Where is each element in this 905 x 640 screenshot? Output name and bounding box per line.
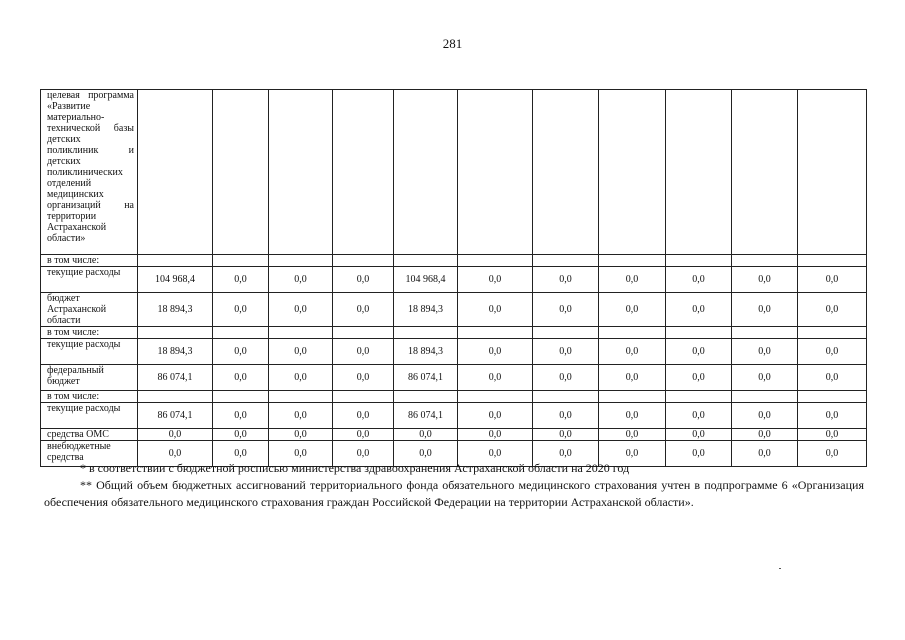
table-cell [458, 391, 533, 403]
table-cell: 0,0 [732, 339, 798, 365]
row-label: текущие расходы [41, 403, 138, 429]
table-cell: 0,0 [333, 365, 394, 391]
table-cell [138, 90, 213, 255]
table-cell [533, 327, 599, 339]
table-cell: 0,0 [458, 293, 533, 327]
table-cell [458, 327, 533, 339]
table-cell [269, 90, 333, 255]
table-row [41, 267, 867, 293]
table-cell [333, 255, 394, 267]
row-label: в том числе: [41, 255, 138, 267]
table-cell [666, 90, 732, 255]
table-row [41, 429, 867, 441]
table-cell: 0,0 [138, 429, 213, 441]
table-cell [138, 327, 213, 339]
table-cell [533, 391, 599, 403]
table-cell [533, 90, 599, 255]
table-cell: 0,0 [333, 441, 394, 467]
table-cell: 0,0 [533, 441, 599, 467]
table-cell: 0,0 [269, 365, 333, 391]
table-cell: 0,0 [599, 403, 666, 429]
table-cell: 0,0 [458, 429, 533, 441]
table-cell: 0,0 [798, 365, 867, 391]
table-cell: 0,0 [732, 267, 798, 293]
table-cell: 0,0 [666, 365, 732, 391]
table-cell: 0,0 [666, 293, 732, 327]
table-cell [213, 391, 269, 403]
table-row [41, 339, 867, 365]
footnotes [44, 460, 864, 511]
table-cell [798, 255, 867, 267]
table-cell [533, 255, 599, 267]
table-cell [599, 327, 666, 339]
table-cell [798, 391, 867, 403]
table-row [41, 255, 867, 267]
row-label: бюджет Астраханской области [41, 293, 138, 327]
table-cell: 86 074,1 [138, 403, 213, 429]
table-cell: 0,0 [732, 429, 798, 441]
table-cell [213, 327, 269, 339]
table-row [41, 327, 867, 339]
table-cell: 0,0 [798, 403, 867, 429]
table-cell: 0,0 [533, 365, 599, 391]
table-cell: 0,0 [666, 429, 732, 441]
table-cell: 18 894,3 [394, 293, 458, 327]
row-label: текущие расходы [41, 267, 138, 293]
footnote-1: * в соответствии с бюджетной росписью министерства здравоохранения Астраханской области на 2020 год [80, 461, 630, 475]
table-row [41, 90, 867, 255]
budget-table [40, 89, 867, 467]
table-cell [732, 327, 798, 339]
table-cell: 0,0 [213, 365, 269, 391]
table-cell [732, 255, 798, 267]
table-cell: 18 894,3 [394, 339, 458, 365]
table-cell: 0,0 [333, 267, 394, 293]
table-cell: 0,0 [458, 403, 533, 429]
table-row [41, 403, 867, 429]
row-label: федеральный бюджет [41, 365, 138, 391]
table-cell: 0,0 [732, 403, 798, 429]
table-cell: 0,0 [213, 403, 269, 429]
table-cell: 0,0 [798, 293, 867, 327]
table-cell: 0,0 [533, 339, 599, 365]
table-cell [458, 90, 533, 255]
table-cell: 0,0 [213, 441, 269, 467]
row-label: целевая программа «Развитие материально-технической базы детских поликлиник и детских поликлинических отделений медицинских организаций на территории Астраханской области» [41, 90, 138, 255]
table-cell: 86 074,1 [394, 403, 458, 429]
table-cell: 18 894,3 [138, 339, 213, 365]
row-label: в том числе: [41, 327, 138, 339]
table-cell: 0,0 [458, 339, 533, 365]
table-cell: 0,0 [666, 441, 732, 467]
table-cell: 0,0 [138, 441, 213, 467]
table-cell [798, 90, 867, 255]
table-cell: 0,0 [599, 365, 666, 391]
table-cell: 0,0 [333, 429, 394, 441]
table-cell [798, 327, 867, 339]
table-cell: 0,0 [458, 267, 533, 293]
table-cell [394, 391, 458, 403]
table-cell: 0,0 [533, 267, 599, 293]
table-cell: 0,0 [213, 339, 269, 365]
table-cell [269, 391, 333, 403]
table-cell [138, 255, 213, 267]
table-cell [333, 90, 394, 255]
table-cell: 104 968,4 [138, 267, 213, 293]
table-cell: 0,0 [798, 441, 867, 467]
table-cell: 0,0 [269, 403, 333, 429]
table-body [41, 90, 867, 467]
table-cell [269, 327, 333, 339]
table-cell [732, 90, 798, 255]
table-cell [333, 327, 394, 339]
table-cell: 86 074,1 [138, 365, 213, 391]
table-cell: 0,0 [213, 429, 269, 441]
table-cell [213, 90, 269, 255]
table-cell [213, 255, 269, 267]
table-cell: 0,0 [798, 339, 867, 365]
table-cell: 0,0 [599, 441, 666, 467]
table-cell: 0,0 [666, 339, 732, 365]
table-cell: 86 074,1 [394, 365, 458, 391]
table-row [41, 365, 867, 391]
row-label: текущие расходы [41, 339, 138, 365]
table-cell: 0,0 [666, 403, 732, 429]
table-cell: 0,0 [599, 339, 666, 365]
table-row [41, 391, 867, 403]
table-cell: 0,0 [269, 339, 333, 365]
table-cell: 104 968,4 [394, 267, 458, 293]
table-cell [599, 255, 666, 267]
table-cell: 0,0 [599, 293, 666, 327]
page-number: 281 [442, 36, 463, 51]
table-cell: 0,0 [333, 403, 394, 429]
table-cell [269, 255, 333, 267]
table-cell: 0,0 [533, 293, 599, 327]
table-cell: 0,0 [533, 429, 599, 441]
scan-speck [779, 568, 781, 569]
table-cell: 0,0 [732, 441, 798, 467]
table-cell: 0,0 [269, 293, 333, 327]
table-cell: 0,0 [394, 429, 458, 441]
table-cell: 0,0 [213, 267, 269, 293]
table-cell: 0,0 [458, 365, 533, 391]
table-cell [394, 327, 458, 339]
table-row [41, 293, 867, 327]
table-cell [599, 391, 666, 403]
table-cell [138, 391, 213, 403]
table-cell: 0,0 [798, 429, 867, 441]
table-cell: 0,0 [394, 441, 458, 467]
table-cell: 0,0 [599, 429, 666, 441]
row-label: внебюджетные средства [41, 441, 138, 467]
table-cell: 18 894,3 [138, 293, 213, 327]
row-label: в том числе: [41, 391, 138, 403]
table-cell: 0,0 [333, 339, 394, 365]
table-cell: 0,0 [458, 441, 533, 467]
table-cell: 0,0 [533, 403, 599, 429]
table-cell: 0,0 [213, 293, 269, 327]
table-cell [666, 391, 732, 403]
table-cell [333, 391, 394, 403]
table-cell: 0,0 [732, 365, 798, 391]
table-cell: 0,0 [732, 293, 798, 327]
table-cell [599, 90, 666, 255]
table-cell: 0,0 [269, 441, 333, 467]
table-cell: 0,0 [798, 267, 867, 293]
table-cell [666, 327, 732, 339]
footnote-2: ** Общий объем бюджетных ассигнований территориального фонда обязательного медицинского страхования учтен в подпрограмме 6 «Организация обеспечения обязательного медицинского страхования граждан Российской Федерации на территории Астраханской области». [44, 478, 864, 509]
table-cell: 0,0 [666, 267, 732, 293]
table-cell: 0,0 [269, 267, 333, 293]
row-label: средства ОМС [41, 429, 138, 441]
table-cell [458, 255, 533, 267]
table-cell [394, 255, 458, 267]
table-cell [732, 391, 798, 403]
table-cell: 0,0 [269, 429, 333, 441]
table-cell [666, 255, 732, 267]
table-cell [394, 90, 458, 255]
table-cell: 0,0 [599, 267, 666, 293]
table-cell: 0,0 [333, 293, 394, 327]
